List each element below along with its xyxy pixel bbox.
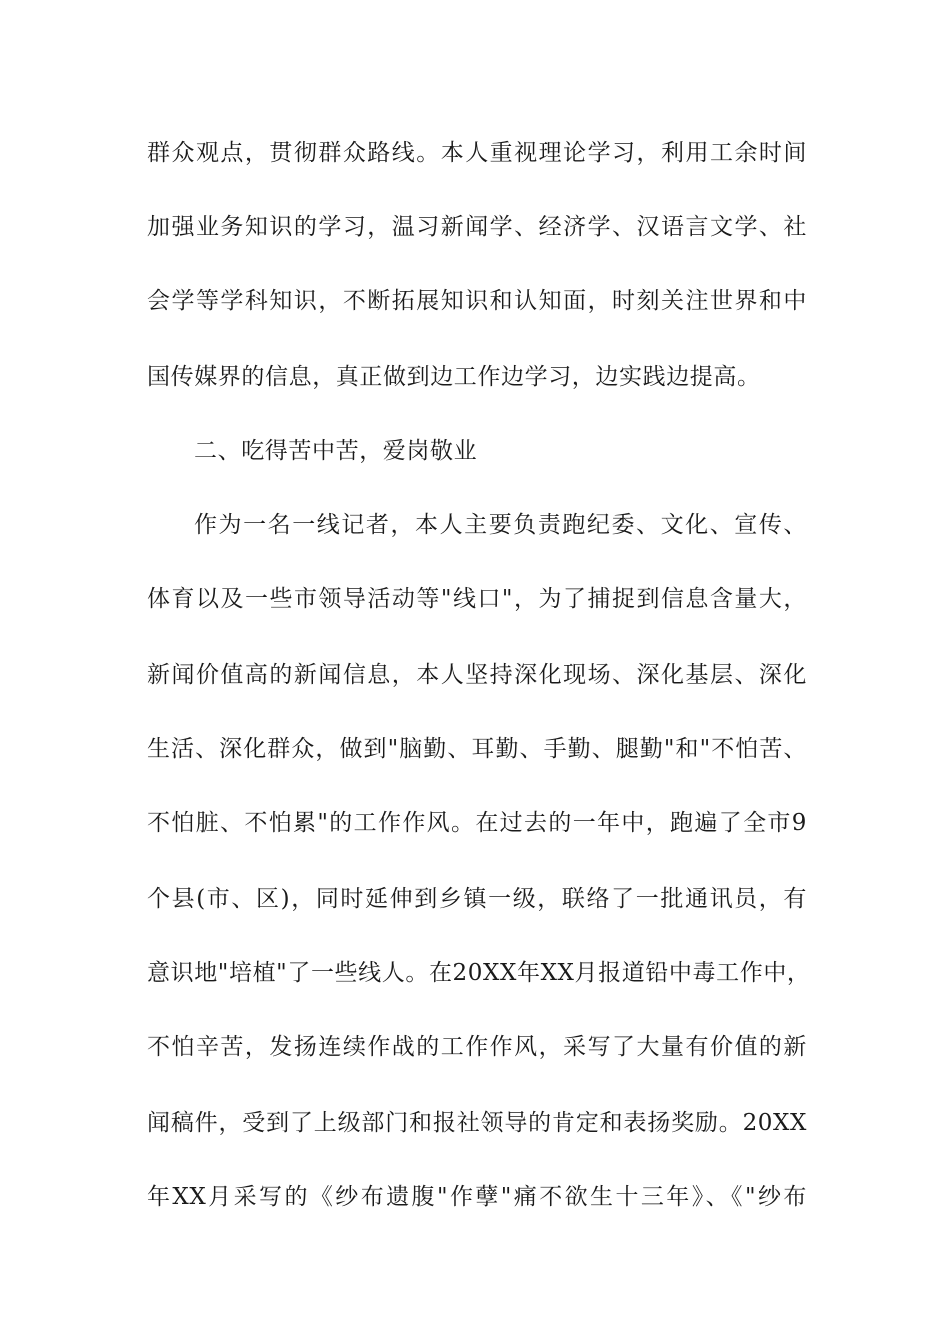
paragraph-line-2: 加强业务知识的学习，温习新闻学、经济学、汉语言文学、社: [147, 214, 807, 240]
paragraph-line-13: 不怕辛苦，发扬连续作战的工作作风，采写了大量有价值的新: [147, 1034, 807, 1060]
paragraph-line-9: 生活、深化群众，做到"脑勤、耳勤、手勤、腿勤"和"不怕苦、: [147, 736, 807, 762]
paragraph-line-11: 个县(市、区)，同时延伸到乡镇一级，联络了一批通讯员，有: [147, 886, 807, 912]
section-heading: 二、吃得苦中苦，爱岗敬业: [194, 438, 478, 464]
paragraph-line-12: 意识地"培植"了一些线人。在20XX年XX月报道铅中毒工作中，: [147, 960, 811, 986]
paragraph-line-4: 国传媒界的信息，真正做到边工作边学习，边实践边提高。: [147, 364, 761, 390]
paragraph-line-7: 体育以及一些市领导活动等"线口"，为了捕捉到信息含量大，: [147, 586, 807, 612]
paragraph-line-3: 会学等学科知识，不断拓展知识和认知面，时刻关注世界和中: [147, 288, 807, 314]
paragraph-line-15: 年XX月采写的《纱布遗腹"作孽"痛不欲生十三年》、《"纱布: [147, 1184, 807, 1210]
paragraph-line-14: 闻稿件，受到了上级部门和报社领导的肯定和表扬奖励。20XX: [147, 1110, 807, 1136]
paragraph-line-8: 新闻价值高的新闻信息，本人坚持深化现场、深化基层、深化: [147, 662, 807, 688]
paragraph-line-6: 作为一名一线记者，本人主要负责跑纪委、文化、宣传、: [194, 512, 807, 538]
paragraph-line-10: 不怕脏、不怕累"的工作作风。在过去的一年中，跑遍了全市9: [147, 810, 807, 836]
paragraph-line-1: 群众观点，贯彻群众路线。本人重视理论学习，利用工余时间: [147, 140, 807, 166]
